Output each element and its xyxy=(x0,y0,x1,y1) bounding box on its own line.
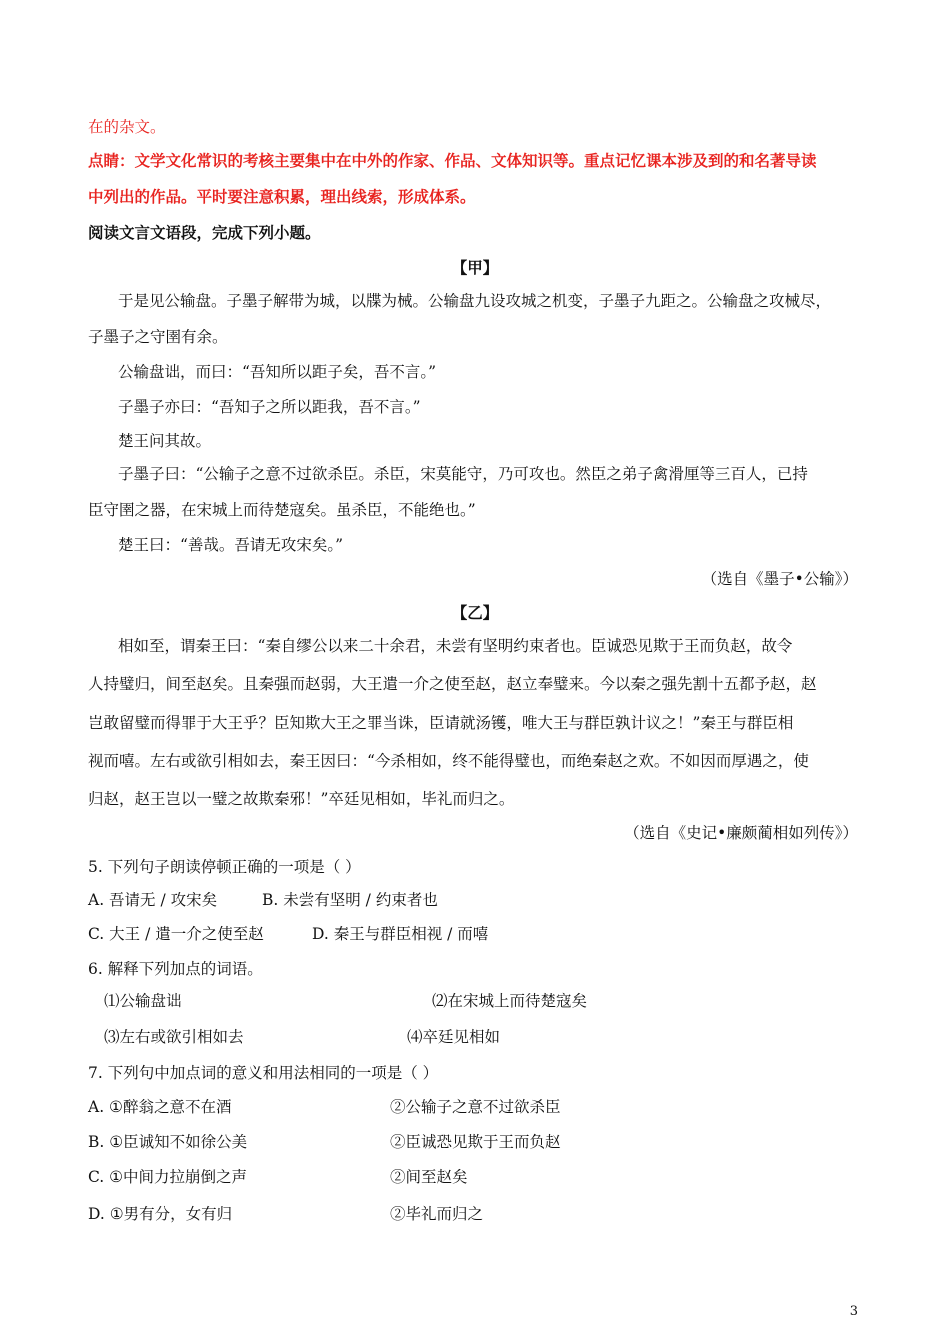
q7-option-b-1: B. ①臣诚知不如徐公美 xyxy=(88,1133,248,1151)
yi-line-5: 归赵，赵王岂以一璧之故欺秦邪！”卒廷见相如，毕礼而归之。 xyxy=(88,790,515,808)
yi-line-1: 相如至，谓秦王曰：“秦自缪公以来二十余君，未尝有坚明约束者也。臣诚恐见欺于王而负赵，故令 xyxy=(118,637,793,655)
yi-line-3: 岂敢留璧而得罪于大王乎？臣知欺大王之罪当诛，臣请就汤镬，唯大王与群臣孰计议之！”秦王与群臣相 xyxy=(88,714,794,732)
yi-heading: 【乙】 xyxy=(451,603,499,622)
q7-option-a-1: A. ①醉翁之意不在酒 xyxy=(88,1098,232,1116)
page-number: 3 xyxy=(849,1304,858,1319)
q7-option-d-2: ②毕礼而归之 xyxy=(390,1205,484,1223)
q7-stem: 7. 下列句中加点词的意义和用法相同的一项是（ ） xyxy=(88,1064,439,1082)
yi-source: （选自《史记•廉颇蔺相如列传》） xyxy=(624,824,858,842)
q7-option-b-2: ②臣诚恐见欺于王而负赵 xyxy=(390,1133,561,1151)
jia-para-4: 楚王问其故。 xyxy=(118,432,212,450)
q6-stem: 6. 解释下列加点的词语。 xyxy=(88,960,263,978)
note-line-2: 点睛：文学文化常识的考核主要集中在中外的作家、作品、文体知识等。重点记忆课本涉及到的和名著导读 xyxy=(88,151,817,170)
note-line-3: 中列出的作品。平时要注意积累，理出线索，形成体系。 xyxy=(88,187,476,206)
q7-option-d-1: D. ①男有分，女有归 xyxy=(88,1205,233,1223)
jia-para-6: 楚王曰：“善哉。吾请无攻宋矣。” xyxy=(118,536,344,554)
reading-instruction: 阅读文言文语段，完成下列小题。 xyxy=(88,223,321,242)
jia-para-1a: 于是见公输盘。子墨子解带为城，以牒为械。公输盘九设攻城之机变，子墨子九距之。公输盘之攻械尽， xyxy=(118,292,832,310)
q5-stem: 5. 下列句子朗读停顿正确的一项是（ ） xyxy=(88,858,361,876)
note-line-1: 在的杂文。 xyxy=(88,118,166,136)
jia-source: （选自《墨子•公输》） xyxy=(701,570,858,588)
jia-heading: 【甲】 xyxy=(451,258,499,277)
q5-option-b: B. 未尝有坚明 / 约束者也 xyxy=(262,891,438,909)
q6-item-1: ⑴公输盘诎 xyxy=(104,992,182,1010)
q7-option-c-1: C. ①中间力拉崩倒之声 xyxy=(88,1168,248,1186)
q5-option-a: A. 吾请无 / 攻宋矣 xyxy=(88,891,218,909)
yi-line-2: 人持璧归，间至赵矣。且秦强而赵弱，大王遣一介之使至赵，赵立奉璧来。今以秦之强先割十五都予赵，赵 xyxy=(88,675,817,693)
jia-para-5a: 子墨子曰：“公输子之意不过欲杀臣。杀臣，宋莫能守，乃可攻也。然臣之弟子禽滑厘等三百人，已持 xyxy=(118,465,808,483)
jia-para-3: 子墨子亦曰：“吾知子之所以距我，吾不言。” xyxy=(118,398,421,416)
jia-para-1b: 子墨子之守圉有余。 xyxy=(88,328,228,346)
q7-option-c-2: ②间至赵矣 xyxy=(390,1168,468,1186)
q5-option-d: D. 秦王与群臣相视 / 而嘻 xyxy=(312,925,489,943)
yi-line-4: 视而嘻。左右或欲引相如去，秦王因曰：“今杀相如，终不能得璧也，而绝秦赵之欢。不如因而厚遇之，使 xyxy=(88,752,809,770)
q6-item-2: ⑵在宋城上而待楚寇矣 xyxy=(432,992,588,1010)
q6-item-3: ⑶左右或欲引相如去 xyxy=(104,1028,244,1046)
jia-para-5b: 臣守圉之器，在宋城上而待楚寇矣。虽杀臣，不能绝也。” xyxy=(88,501,476,519)
q7-option-a-2: ②公输子之意不过欲杀臣 xyxy=(390,1098,561,1116)
q5-option-c: C. 大王 / 遣一介之使至赵 xyxy=(88,925,264,943)
jia-para-2: 公输盘诎，而曰：“吾知所以距子矣，吾不言。” xyxy=(118,363,437,381)
q6-item-4: ⑷卒廷见相如 xyxy=(407,1028,501,1046)
